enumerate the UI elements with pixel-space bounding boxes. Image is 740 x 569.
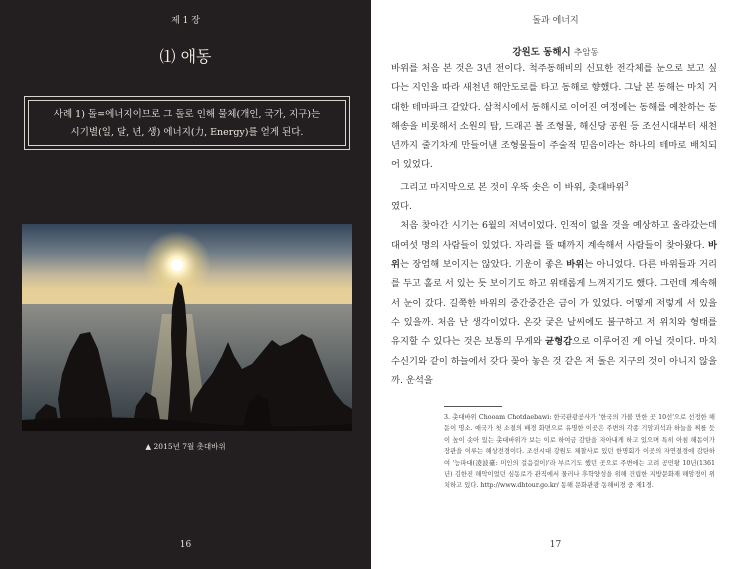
footnote-ref: 3 xyxy=(624,180,629,188)
emphasis-word: 균형감 xyxy=(545,336,573,348)
paragraph-2 xyxy=(391,175,717,217)
running-header: 돌과 에너지 xyxy=(532,16,579,26)
paragraph-3-part: 으로 이루어진 게 아닐 것이다. 마치 수신기와 같이 하늘에서 갖다 꽂아 놓은 것 같은 저 돌은 지구의 것이 아니지 않을까. 운석을 xyxy=(391,336,717,386)
case-box xyxy=(24,96,350,150)
sunrise-photo xyxy=(22,224,352,431)
section-title: ⑴ 애동 xyxy=(159,47,212,66)
paragraph-3-part: 는 장엄해 보이지는 않았다. 기운이 좋은 xyxy=(399,259,567,271)
case-line-2: 시기별(일, 달, 년, 생) 에너지(力, Energy)를 얻게 된다. xyxy=(70,127,304,138)
page-number-right: 17 xyxy=(549,540,562,550)
subtitle-region: 강원도 동해시 xyxy=(512,47,571,58)
page-number-left: 16 xyxy=(179,540,192,550)
chapter-header: 제 1 장 xyxy=(171,16,200,26)
paragraph-1: 바위를 처음 본 것은 3년 전이다. 척주동해비의 신묘한 전각체를 눈으로 보고 싶다는 지인을 따라 새천년 해안도로를 타고 동해로 향했다. 그날 본 동해는 마치 거대한 테마파크 같았다. 삼척시에서 동해시로 이어진 여정에는 동해를 예찬하는 동해송을 비롯해서 소원의 탑, 드래곤 볼 조형물, 해신당 공원 등 조선시대부터 새천년까지 줄기차게 만들어낸 조형물들이 주술적 믿음이라는 하나의 테마로 배치되어 있었다. xyxy=(391,63,717,171)
case-box-inner xyxy=(28,100,346,146)
location-subtitle xyxy=(371,44,740,58)
footnote: 3. 촛대바위 Chooam Chotdaebawi: 한국관광공사가 '한국의 가볼 만한 곳 10선'으로 선정한 해돋이 명소. 애국가 첫 소절의 배경 화면으로 유명한 이곳은 주변의 각종 기암괴석과 하늘을 찌를 듯이 높이 솟아 있는 촛대바위가 보는 이로 하여금 감탄을 자아내게 하고 있으며 특히 아침 해돋이가 장관을 이루는 해상전경이다. 조선시대 강원도 체찰사로 있던 한명회가 이곳의 자연절경에 감탄하여 '능파대(凌波臺: 미인의 걸음걸이)'라 부르기도 했던 곳으로 주변에는 고려 공민왕 10년(1361년) 김한진 해악이었던 심동로가 관직에서 물러나 후학양성을 위해 건립한 지방문화재 해암정이 위치하고 있다. http://www.dhtour.go.kr/ 동해 문화관광 동해비경 중 제1경. xyxy=(444,414,715,490)
right-page xyxy=(371,0,740,569)
emphasis-word: 바위 xyxy=(391,239,717,271)
case-line-1: 사례 1) 돌=에너지이므로 그 돌로 인해 물체(개인, 국가, 지구)는 xyxy=(53,109,321,120)
paragraph-3-part: 는 아니었다. 다른 바위들과 거리를 두고 홀로 서 있는 듯 보이기도 하고 위태롭게 느껴지기도 했다. 그런데 계속해서 눈이 갔다. 길쭉한 바위의 중간중간은 금이 가 있었다. 어떻게 저렇게 서 있을 수 있을까. 처음 난 생각이었다. 온갖 궂은 날씨에도 불구하고 저 위치와 형태를 유지할 수 있다는 것은 보통의 무게와 xyxy=(391,259,717,348)
paragraph-2-end: 였다. xyxy=(391,201,412,213)
emphasis-word: 바위 xyxy=(566,259,585,271)
paragraph-3-part: 처음 찾아간 시기는 6월의 저녁이었다. 인적이 없을 것을 예상하고 올라갔는데 대여섯 명의 사람들이 있었다. 자리를 뜰 때까지 계속해서 사람들이 찾아왔다. xyxy=(391,220,717,251)
photo-caption: ▲ 2015년 7월 촛대바위 xyxy=(145,442,226,451)
footnote-divider xyxy=(444,406,502,407)
body-text xyxy=(391,59,717,390)
subtitle-district: 추암동 xyxy=(574,48,599,58)
paragraph-2-text: 그리고 마지막으로 본 것이 우뚝 솟은 이 바위, 촛대바위 xyxy=(400,181,625,193)
paragraph-3 xyxy=(391,216,717,390)
